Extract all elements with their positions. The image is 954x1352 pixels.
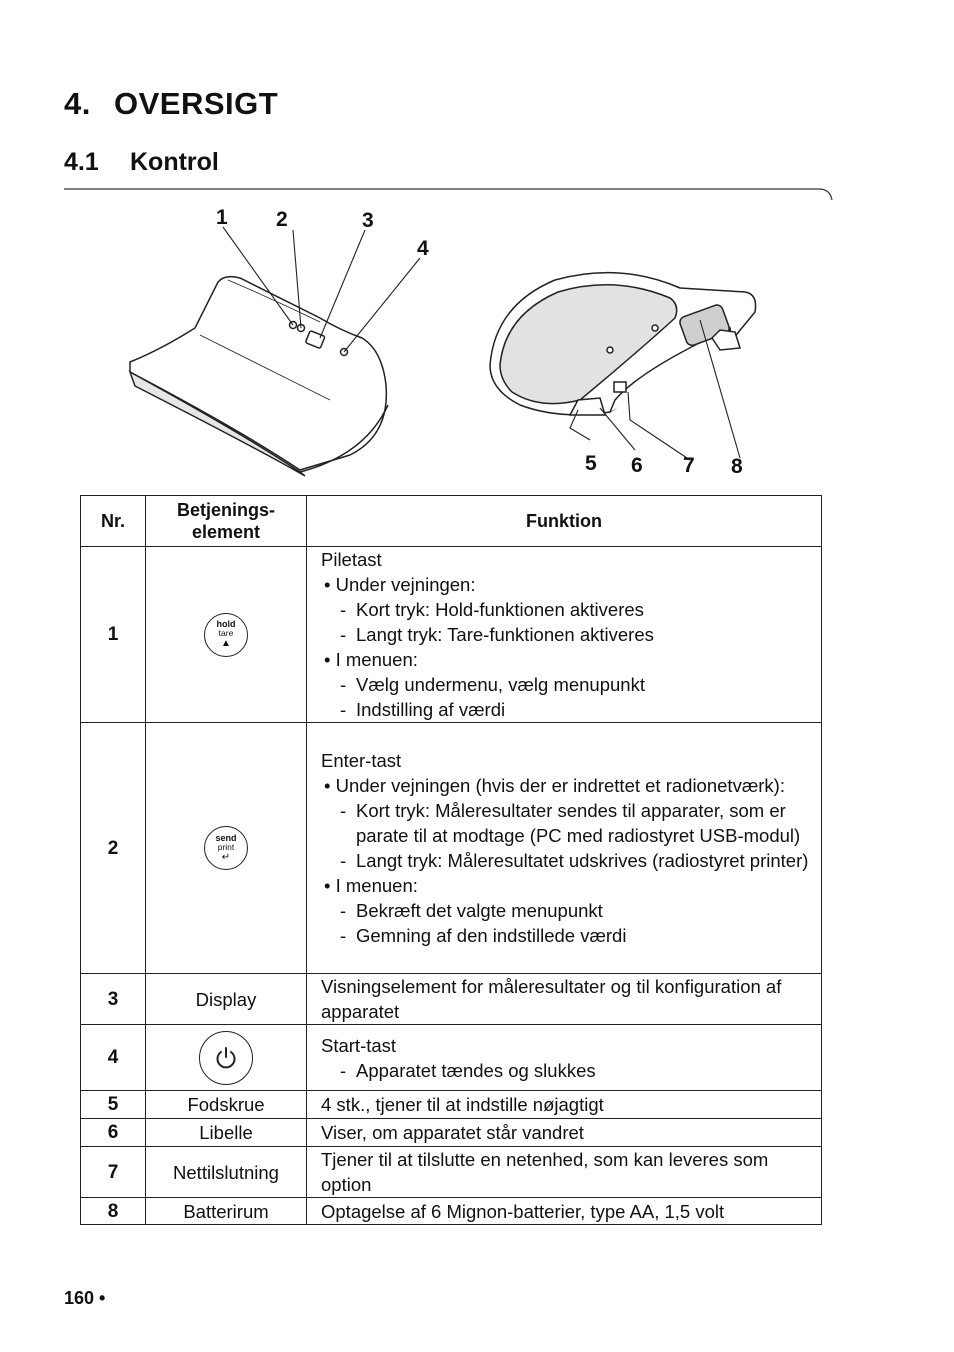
row-number: 6 [81, 1119, 146, 1147]
section-heading [64, 86, 278, 122]
row-element [146, 547, 307, 723]
row-function: Enter-tast • Under vejningen (hvis der er indrettet et radionetværk): - Kort tryk: Måleresultater sendes til apparater, som er parate til at modtage (PC med radiostyret USB-modul) - Langt tryk: Måleresultatet udskrives (radiostyret printer) • I menuen: - Bekræft det valgte menupunkt - Gemning af den indstillede værdi [307, 723, 822, 974]
row-function: 4 stk., tjener til at indstille nøjagtigt [307, 1091, 822, 1119]
page-number: 160 • [64, 1288, 106, 1308]
table-header-row [81, 496, 822, 547]
subsection-number: 4.1 [64, 148, 99, 176]
table-row [81, 723, 822, 974]
table-row [81, 1147, 822, 1198]
row-element [146, 1025, 307, 1091]
callout-4: 4 [417, 237, 429, 260]
table-row [81, 547, 822, 723]
table-row [81, 1198, 822, 1225]
scale-rear-view [490, 273, 756, 415]
row-element: Libelle [146, 1119, 307, 1147]
callout-7: 7 [683, 454, 695, 477]
row-number: 4 [81, 1025, 146, 1091]
table-row [81, 1119, 822, 1147]
row-number: 3 [81, 974, 146, 1025]
row-element: Batterirum [146, 1198, 307, 1225]
callout-1: 1 [216, 206, 228, 229]
subsection-title: Kontrol [130, 148, 219, 176]
header-element: Betjenings- element [146, 496, 307, 547]
row-number: 1 [81, 547, 146, 723]
row-element: Nettilslutning [146, 1147, 307, 1198]
row-number: 2 [81, 723, 146, 974]
row-function: Tjener til at tilslutte en netenhed, som kan leveres som option [307, 1147, 822, 1198]
row-number: 5 [81, 1091, 146, 1119]
section-title: OVERSIGT [114, 86, 279, 121]
callout-6: 6 [631, 454, 643, 477]
table-row [81, 1025, 822, 1091]
send-print-button-icon: send print ↵ [204, 826, 248, 870]
row-function: Viser, om apparatet står vandret [307, 1119, 822, 1147]
table-row [81, 1091, 822, 1119]
row-function: Visningselement for måleresultater og til konfiguration af apparatet [307, 974, 822, 1025]
callout-8: 8 [731, 455, 743, 478]
row-number: 8 [81, 1198, 146, 1225]
callout-5: 5 [585, 452, 597, 475]
controls-table [80, 495, 822, 1225]
callout-3: 3 [362, 209, 374, 232]
hold-tare-button-icon: hold tare ▲ [204, 613, 248, 657]
row-element: Fodskrue [146, 1091, 307, 1119]
section-number: 4. [64, 86, 91, 121]
subsection-heading [64, 148, 219, 177]
row-element: Display [146, 974, 307, 1025]
power-icon [199, 1031, 253, 1085]
callout-2: 2 [276, 208, 288, 231]
row-function: Optagelse af 6 Mignon-batterier, type AA, 1,5 volt [307, 1198, 822, 1225]
row-function: Start-tast - Apparatet tændes og slukkes [307, 1025, 822, 1091]
header-nr: Nr. [81, 496, 146, 547]
row-function: Piletast • Under vejningen: - Kort tryk: Hold-funktionen aktiveres - Langt tryk: Tare-funktionen aktiveres • I menuen: - Vælg undermenu, vælg menupunkt - Indstilling af værdi [307, 547, 822, 723]
scale-front-view [130, 277, 388, 476]
row-number: 7 [81, 1147, 146, 1198]
row-element [146, 723, 307, 974]
table-row [81, 974, 822, 1025]
device-illustration [100, 200, 800, 485]
header-function: Funktion [307, 496, 822, 547]
